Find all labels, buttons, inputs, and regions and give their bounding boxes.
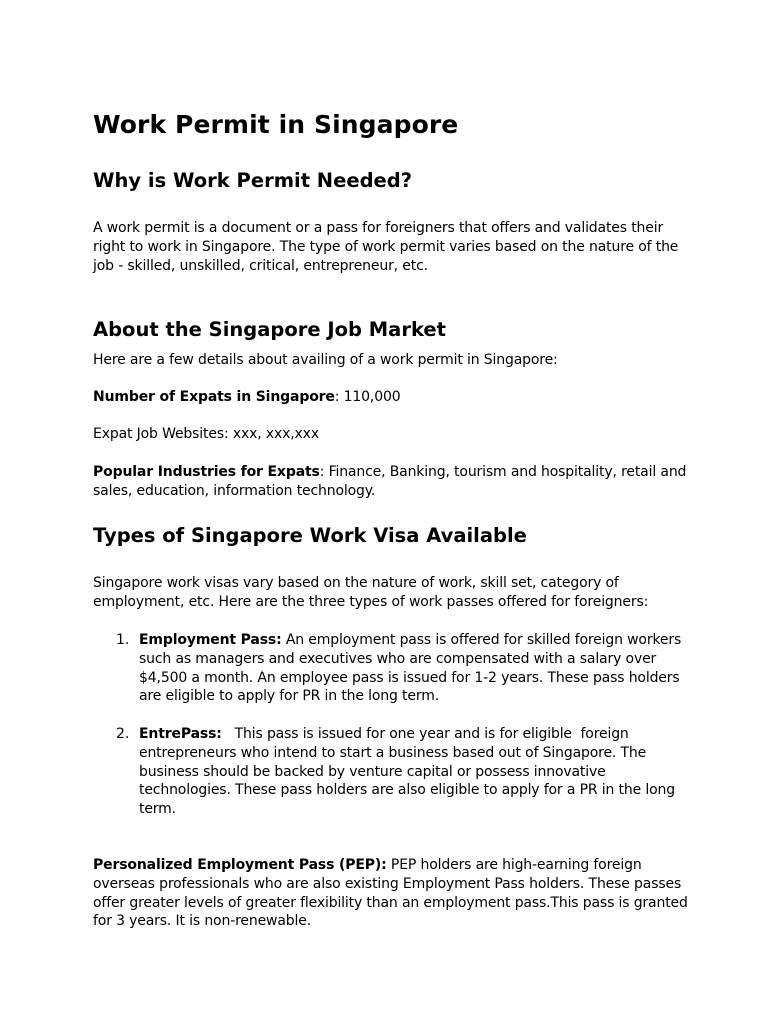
page-title: Work Permit in Singapore [93, 110, 459, 139]
expats-value: : 110,000 [334, 389, 401, 405]
pep-text: PEP holders are high-earning foreign overseas professionals who are also existing Employment Pass holders. These passes offer greater levels of greater flexibility than an employment pass.This pass is granted for 3 years. It is non-renewable. [93, 857, 688, 930]
list-item-text: This pass is issued for one year and is for eligible foreign entrepreneurs who intend to start a business based out of Singapore. The business should be backed by venture capital or possess innovative technologies. These pass holders are also eligible to apply for a PR in the long term. [139, 726, 680, 818]
paragraph-types-intro: Singapore work visas vary based on the nature of work, skill set, category of employment, etc. Here are the three types of work passes offered for foreigners: [93, 575, 649, 610]
heading-types: Types of Singapore Work Visa Available [93, 524, 527, 547]
pep-paragraph [93, 856, 693, 931]
list-item-label: Employment Pass: [139, 632, 282, 648]
heading-why: Why is Work Permit Needed? [93, 169, 413, 192]
industries-value: : Finance, Banking, tourism and hospitality, retail and sales, education, information technology. [93, 464, 687, 499]
job-websites-line: Expat Job Websites: xxx, xxx,xxx [93, 426, 319, 442]
list-number: 2. [116, 726, 130, 742]
list-number: 1. [116, 632, 130, 648]
paragraph-market-intro: Here are a few details about availing of a work permit in Singapore: [93, 352, 558, 368]
industries-line [93, 463, 693, 501]
list-item-text: An employment pass is offered for skilled foreign workers such as managers and executives who are compensated with a salary over $4,500 a month. An employee pass is issued for 1-2 years. These pass holders are eligible to apply for PR in the long term. [139, 632, 682, 705]
expats-count-line [93, 388, 693, 407]
paragraph-why: A work permit is a document or a pass for foreigners that offers and validates their right to work in Singapore. The type of work permit varies based on the nature of the job - skilled, unskilled, critical, entrepreneur, etc. [93, 220, 679, 274]
pep-label: Personalized Employment Pass (PEP): [93, 857, 387, 873]
list-item-body [139, 725, 689, 819]
expats-label: Number of Expats in Singapore [93, 389, 335, 405]
industries-label: Popular Industries for Expats [93, 464, 320, 480]
list-item-body [139, 631, 689, 706]
list-item-label: EntrePass: [139, 726, 222, 742]
heading-market: About the Singapore Job Market [93, 318, 446, 341]
